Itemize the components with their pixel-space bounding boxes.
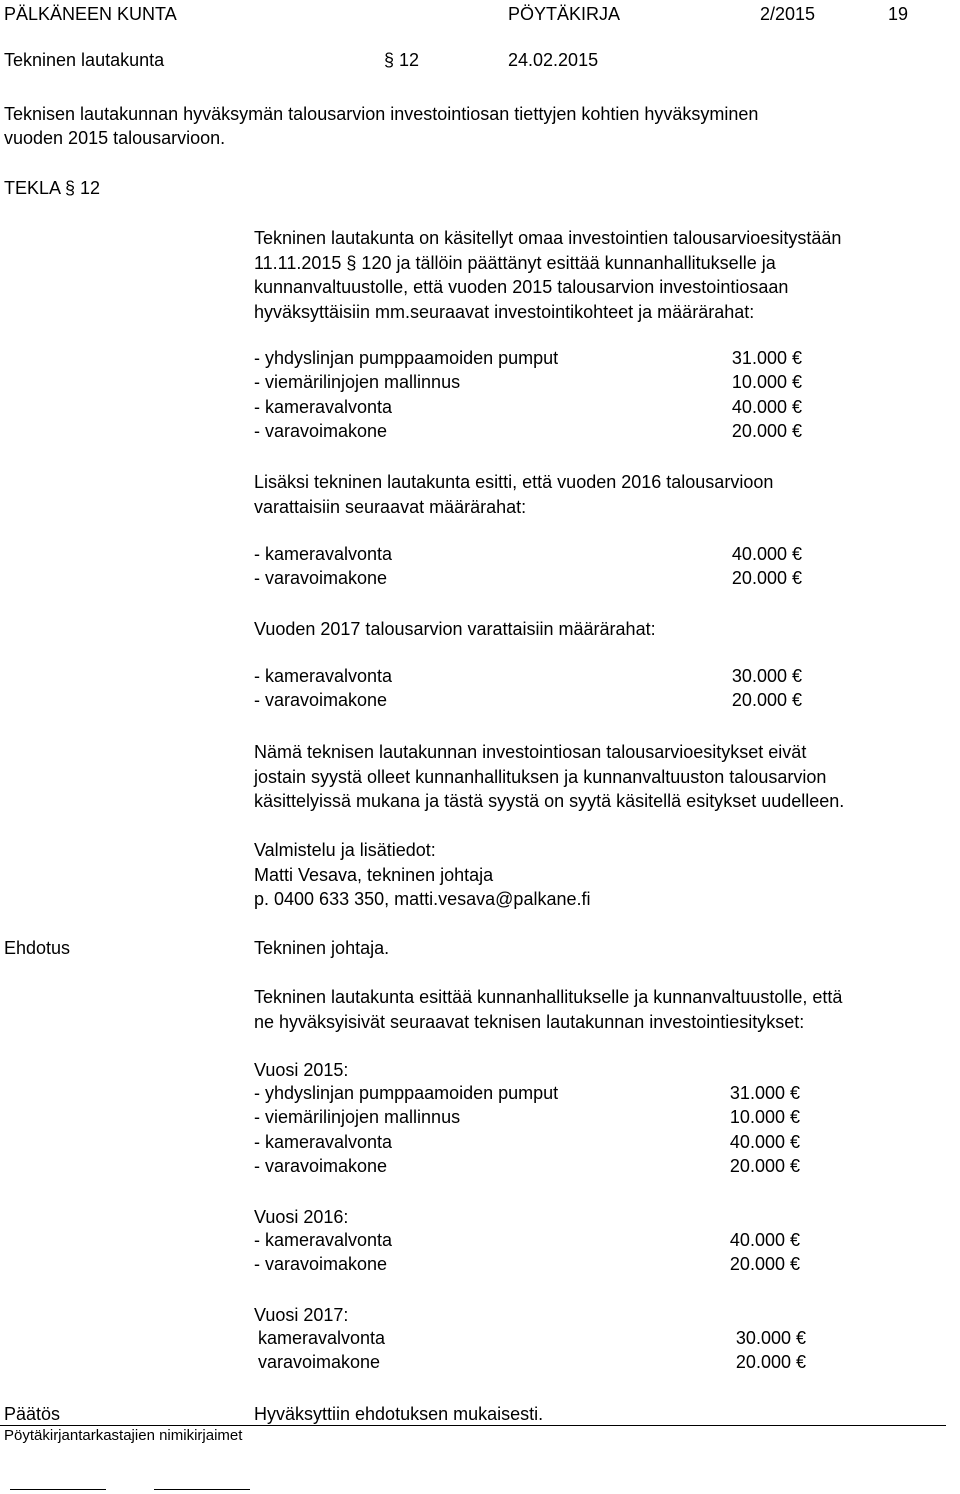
list-item [258,1328,818,1353]
paragraph-line: varattaisiin seuraavat määrärahat: [254,496,527,517]
item-amount: 30.000 € [735,1328,806,1348]
item-amount: 40.000 € [731,397,802,417]
initials-line [154,1489,250,1490]
tekla-section: TEKLA § 12 [4,178,101,198]
item-amount: 20.000 € [731,690,802,710]
item-amount: 20.000 € [729,1254,800,1274]
footer-label: Pöytäkirjantarkastajien nimikirjaimet [4,1427,243,1444]
list-item [254,1156,814,1181]
item-label: - kameravalvonta [254,1230,393,1250]
list-item [254,1107,814,1132]
intro-line: Tekninen lautakunta on käsitellyt omaa investointien talousarvioesitystään [254,228,842,248]
proposal-label: Ehdotus [4,938,71,958]
paragraph-line: ne hyväksyisivät seuraavat teknisen lautakunnan investointiesitykset: [254,1011,805,1032]
list-item [254,666,814,691]
item-label: - yhdyslinjan pumppaamoiden pumput [254,348,559,368]
item-label: - varavoimakone [254,421,388,441]
item-amount: 31.000 € [731,348,802,368]
list-item [258,1352,818,1377]
municipality-name: PÄLKÄNEEN KUNTA [4,4,177,24]
committee-name: Tekninen lautakunta [4,50,165,70]
page-title-line-1: Teknisen lautakunnan hyväksymän talousarvion investointiosan tiettyjen kohtien hyväksyminen [4,104,759,124]
note-paragraph [254,740,954,814]
item-amount: 40.000 € [729,1230,800,1250]
item-label: - kameravalvonta [254,544,393,564]
decision-label: Päätös [4,1404,61,1424]
list-item [254,348,814,373]
item-label: varavoimakone [258,1352,381,1372]
decision-text: Hyväksyttiin ehdotuksen mukaisesti. [254,1404,544,1424]
paragraph-line: jostain syystä olleet kunnanhallituksen ja kunnanvaltuuston talousarvion [254,766,827,787]
heading-2017: Vuoden 2017 talousarvion varattaisiin määrärahat: [254,619,656,639]
proposal-paragraph [254,985,954,1034]
list-item [254,372,814,397]
item-amount: 10.000 € [731,372,802,392]
page-number: 19 [888,4,909,24]
list-item [254,1230,814,1255]
year-2015-heading: Vuosi 2015: [254,1060,349,1080]
item-amount: 31.000 € [729,1083,800,1103]
list-item [254,1132,814,1157]
item-amount: 40.000 € [729,1132,800,1152]
item-label: - yhdyslinjan pumppaamoiden pumput [254,1083,559,1103]
list-item [254,1083,814,1108]
document-number: 2/2015 [760,4,816,24]
year-2016-heading: Vuosi 2016: [254,1207,349,1227]
intro-paragraph [254,226,954,324]
proposer: Tekninen johtaja. [254,938,390,958]
item-amount: 20.000 € [731,568,802,588]
item-label: - kameravalvonta [254,397,393,417]
intro-line: hyväksyttäisiin mm.seuraavat investointikohteet ja määrärahat: [254,301,755,322]
item-amount: 20.000 € [729,1156,800,1176]
item-label: kameravalvonta [258,1328,386,1348]
contact-line: p. 0400 633 350, matti.vesava@palkane.fi [254,889,591,909]
paragraph-line: Tekninen lautakunta esittää kunnanhallitukselle ja kunnanvaltuustolle, että [254,987,843,1007]
extra-2016-paragraph [254,470,954,519]
paragraph-line: Nämä teknisen lautakunnan investointiosan talousarvioesitykset eivät [254,742,807,762]
contact-block [254,838,954,912]
initials-line [10,1489,106,1490]
item-label: - viemärilinjojen mallinnus [254,1107,461,1127]
list-item [254,544,814,569]
contact-line: Matti Vesava, tekninen johtaja [254,864,494,885]
intro-line: kunnanvaltuustolle, että vuoden 2015 talousarvion investointiosaan [254,277,789,297]
meeting-date: 24.02.2015 [508,50,599,70]
item-amount: 40.000 € [731,544,802,564]
item-label: - varavoimakone [254,568,388,588]
section-number: § 12 [384,50,420,70]
paragraph-line: käsittelyissä mukana ja tästä syystä on syytä käsitellä esitykset uudelleen. [254,791,845,811]
list-item [254,421,814,446]
item-label: - varavoimakone [254,1156,388,1176]
document-type: PÖYTÄKIRJA [508,4,621,24]
contact-line: Valmistelu ja lisätiedot: [254,840,436,860]
list-item [254,568,814,593]
item-amount: 10.000 € [729,1107,800,1127]
list-item [254,690,814,715]
item-label: - viemärilinjojen mallinnus [254,372,461,392]
item-label: - kameravalvonta [254,1132,393,1152]
item-amount: 30.000 € [731,666,802,686]
year-2017-heading: Vuosi 2017: [254,1305,349,1325]
item-amount: 20.000 € [731,421,802,441]
list-item [254,1254,814,1279]
intro-line: 11.11.2015 § 120 ja tällöin päättänyt esittää kunnanhallitukselle ja [254,252,776,273]
item-amount: 20.000 € [735,1352,806,1372]
item-label: - varavoimakone [254,1254,388,1274]
page-title-line-2: vuoden 2015 talousarvioon. [4,128,226,148]
list-item [254,397,814,422]
paragraph-line: Lisäksi tekninen lautakunta esitti, että vuoden 2016 talousarvioon [254,472,774,492]
item-label: - kameravalvonta [254,666,393,686]
item-label: - varavoimakone [254,690,388,710]
